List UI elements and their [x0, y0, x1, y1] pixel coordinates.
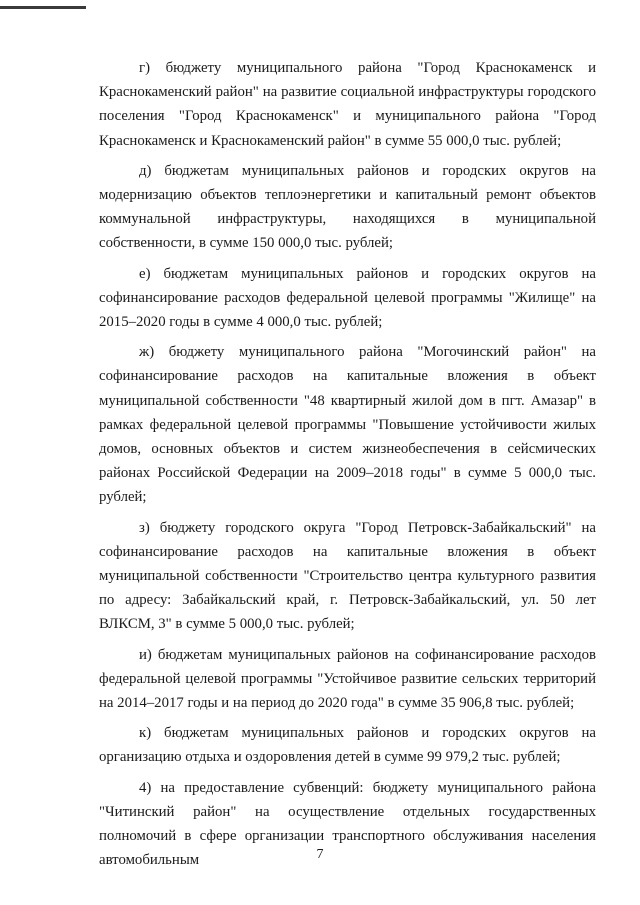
paragraph-g: г) бюджету муниципального района "Город Краснокаменск и Краснокаменский район" на развитие социальной инфраструктуры городского поселения "Город Краснокаменск" и муниципального района "Город Краснокаменск и Краснокаменский район" в сумме 55 000,0 тыс. рублей;: [99, 60, 596, 149]
paragraph-e: е) бюджетам муниципальных районов и городских округов на софинансирование расходов федеральной целевой программы "Жилище" на 2015–2020 годы в сумме 4 000,0 тыс. рублей;: [99, 265, 596, 331]
paragraph-i: и) бюджетам муниципальных районов на софинансирование расходов федеральной целевой программы "Устойчивое развитие сельских территорий на 2014–2017 годы и на период до 2020 года" в сумме 35 906,8 тыс. рублей;: [99, 646, 596, 712]
page-number: 7: [316, 847, 324, 862]
paragraph-4: 4) на предоставление субвенций: бюджету муниципального района "Читинский район" на осуществление отдельных государственных полномочий в сфере организации транспортного обслуживания населения автомобильным: [99, 779, 596, 869]
document-body: [99, 56, 596, 879]
scan-corner-mark: [0, 6, 86, 9]
paragraph-z: з) бюджету городского округа "Город Петровск-Забайкальский" на софинансирование расходов на капитальные вложения в объект муниципальной собственности "Строительство центра культурного развития по адресу: Забайкальский край, г. Петровск-Забайкальский, ул. 50 лет ВЛКСМ, 3" в сумме 5 000,0 тыс. рублей;: [99, 519, 596, 633]
paragraph-d: д) бюджетам муниципальных районов и городских округов на модернизацию объектов теплоэнергетики и капитальный ремонт объектов коммунальной инфраструктуры, находящихся в муниципальной собственности, в сумме 150 000,0 тыс. рублей;: [99, 162, 596, 252]
paragraph-zh: ж) бюджету муниципального района "Могочинский район" на софинансирование расходов на капитальные вложения в объект муниципальной собственности "48 квартирный жилой дом в пгт. Амазар" в рамках федеральной целевой программы "Повышение устойчивости жилых домов, основных объектов и систем жизнеобеспечения в сейсмических районах Российской Федерации на 2009–2018 годы" в сумме 5 000,0 тыс. рублей;: [99, 344, 596, 506]
paragraph-k: к) бюджетам муниципальных районов и городских округов на организацию отдыха и оздоровления детей в сумме 99 979,2 тыс. рублей;: [99, 725, 596, 766]
